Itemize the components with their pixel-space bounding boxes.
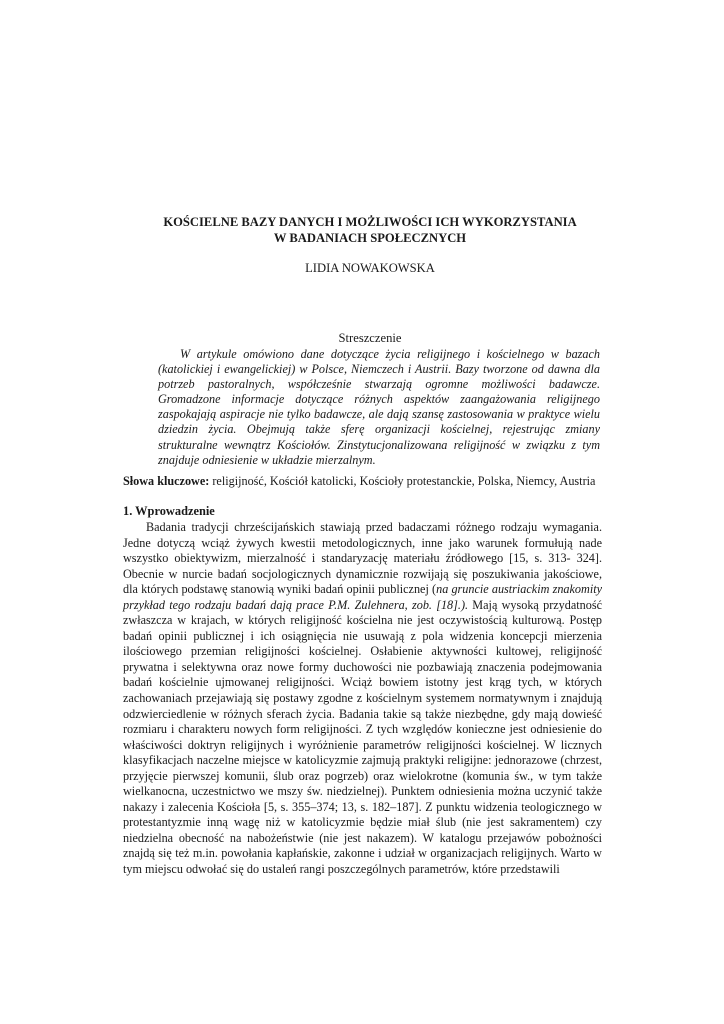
body-paragraph: [123, 520, 602, 878]
article-title-line-1: KOŚCIELNE BAZY DANYCH I MOŻLIWOŚCI ICH WYKORZYSTANIA: [163, 215, 577, 229]
article-title-line-2: W BADANIACH SPOŁECZNYCH: [273, 231, 467, 245]
keywords-line: [123, 473, 623, 489]
body-text-part-2: Mają wysoką przydatność zwłaszcza w krajach, w których religijność kościelna nie jest oczywistością kulturową. Postęp badań opinii publicznej i ich osiągnięcia nie usuwają z pola widzenia koncepcji mierzenia ilościowego przemian religijności kościelnej. Osłabienie aktywności kultowej, religijność prywatna i selektywna oraz nowe formy duchowości nie pozbawiają znaczenia podejmowania badań kościelnie ujmowanej religijności. Wciąż bowiem istotny jest krąg tych, w których zachowaniach przejawiają się postawy zgodne z kościelnym systemem normatywnym i znajdują odzwierciedlenie w różnych sferach życia. Badania takie są także niezbędne, gdy mają dowieść rozmiaru i charakteru nowych form religijności. Z tych względów konieczne jest odniesienie do właściwości doktryn religijnych i wyróżnienie parametrów religijności kościelnej. W licznych klasyfikacjach naczelne miejsce w katolicyzmie zajmują praktyki religijne: jednorazowe (chrzest, przyjęcie pierwszej komunii, ślub oraz pogrzeb) oraz wielokrotne (komunia św., w tym także wielkanocna, uczestnictwo we mszy św. niedzielnej). Punktem odniesienia można uczynić także nakazy i zalecenia Kościoła [5, s. 355–374; 13, s. 182–187]. Z punktu widzenia teologicznego w protestantyzmie inną wagę niż w katolicyzmie będzie miał ślub (nie jest sakramentem) czy niedzielna obecność na nabożeństwie (nie jest nakazem). W katalogu przejawów pobożności znajdą się też m.in. powołania kapłańskie, zakonne i udział w organizacjach religijnych. Warto w tym miejscu odwołać się do ustaleń rangi poszczególnych parametrów, które przedstawili: [123, 597, 602, 877]
keywords-text: religijność, Kościół katolicki, Kościoły protestanckie, Polska, Niemcy, Austria: [209, 474, 596, 488]
abstract-text: W artykule omówiono dane dotyczące życia religijnego i kościelnego w bazach (katolickiej i ewangelickiej) w Polsce, Niemczech i Austrii. Bazy tworzone od dawna dla potrzeb pastoralnych, współcześnie stwarzają ogromne możliwości badawcze. Gromadzone informacje dotyczące różnych aspektów zaangażowania religijnego zaspokajają aspiracje nie tylko badawcze, ale dają szansę zastosowania w praktyce wielu dziedzin życia. Obejmują także sferę organizacji kościelnej, rejestrując zmiany strukturalne wewnątrz Kościołów. Zinstytucjonalizowana religijność w związku z tym znajduje odniesienie w układzie mierzalnym.: [158, 347, 600, 467]
abstract-heading: Streszczenie: [338, 331, 402, 345]
author-name: LIDIA NOWAKOWSKA: [305, 261, 435, 275]
body-text-part-1: Badania tradycji chrześcijańskich stawiają przed badaczami różnego rodzaju wymagania. Jedne dotyczą wciąż żywych kwestii metodologicznych, inne jako warunek formułują nade wszystko obiektywizm, mierzalność i standaryzację materiału źródłowego [15, s. 313- 324]. Obecnie w nurcie badań socjologicznych dynamicznie rozwijają się poszukiwania jakościowe, dla których podstawę stanowią wyniki badań opinii publicznej (: [123, 520, 602, 597]
article-title: [100, 214, 640, 246]
body-text-italic: na gruncie austriackim znakomity przykład tego rodzaju badań dają prace P.M. Zulehnera, zob. [18].).: [123, 582, 602, 612]
section-heading: 1. Wprowadzenie: [123, 504, 215, 518]
keywords-label: Słowa kluczowe:: [123, 474, 210, 488]
